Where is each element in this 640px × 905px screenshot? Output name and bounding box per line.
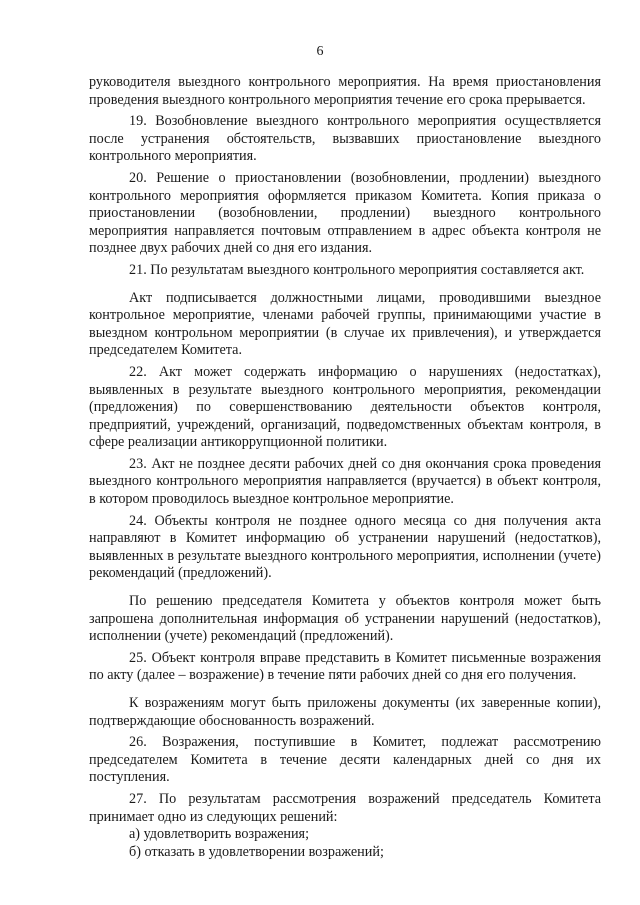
list-item-a: а) удовлетворить возражения; (129, 826, 310, 843)
paragraph-19: 19. Возобновление выездного контрольного мероприятия осуществляется после устранения обстоятельств, вызвавших приостановление выездного контрольного мероприятия. (89, 113, 601, 165)
paragraph-chair-request: По решению председателя Комитета у объектов контроля может быть запрошена дополнительная информация об устранении нарушений (недостатков), исполнении (учете) рекомендаций (предложений). (89, 593, 601, 645)
paragraph-24: 24. Объекты контроля не позднее одного месяца со дня получения акта направляют в Комитет информацию об устранении нарушений (недостатков), выявленных в результате выездного контрольного мероприятия, исполнении (учете) рекомендаций (предложений). (89, 512, 601, 582)
paragraph-26: 26. Возражения, поступившие в Комитет, подлежат рассмотрению председателем Комитета в течение десяти календарных дней со дня их поступления. (89, 734, 601, 786)
paragraph-27: 27. По результатам рассмотрения возражений председатель Комитета принимает одно из следующих решений: (89, 790, 601, 825)
paragraph-objection-documents: К возражениям могут быть приложены документы (их заверенные копии), подтверждающие обоснованность возражений. (89, 695, 601, 729)
paragraph-22: 22. Акт может содержать информацию о нарушениях (недостатках), выявленных в результате выездного контрольного мероприятия, рекомендации (предложения) по совершенствованию деятельности объектов контроля, предприятий, учреждений, организаций, подведомственных объектам контроля, в сфере реализации антикоррупционной политики. (89, 363, 601, 451)
paragraph-act-signing: Акт подписывается должностными лицами, проводившими выездное контрольное мероприятие, членами рабочей группы, принимающими участие в выездном контрольном мероприятии (в случае их привлечения), и утверждается председателем Комитета. (89, 289, 601, 359)
paragraph-21: 21. По результатам выездного контрольного мероприятия составляется акт. (129, 261, 585, 278)
page-number: 6 (316, 44, 324, 59)
paragraph-continuation: руководителя выездного контрольного мероприятия. На время приостановления проведения выездного контрольного мероприятия течение его срока прерывается. (89, 74, 601, 108)
list-item-b: б) отказать в удовлетворении возражений; (129, 843, 384, 860)
document-body (89, 74, 601, 861)
paragraph-23: 23. Акт не позднее десяти рабочих дней со дня окончания срока проведения выездного контрольного мероприятия направляется (вручается) в объект контроля, в котором проводилось выездное контрольное мероприятие. (89, 455, 601, 508)
paragraph-25: 25. Объект контроля вправе представить в Комитет письменные возражения по акту (далее – возражение) в течение пяти рабочих дней со дня его получения. (89, 649, 601, 684)
paragraph-20: 20. Решение о приостановлении (возобновлении, продлении) выездного контрольного мероприятия оформляется приказом Комитета. Копия приказа о приостановлении (возобновлении, продлении) выездного контрольного мероприятия направляется почтовым отправлением в адрес объекта контроля не позднее двух рабочих дней со дня его издания. (89, 169, 601, 257)
